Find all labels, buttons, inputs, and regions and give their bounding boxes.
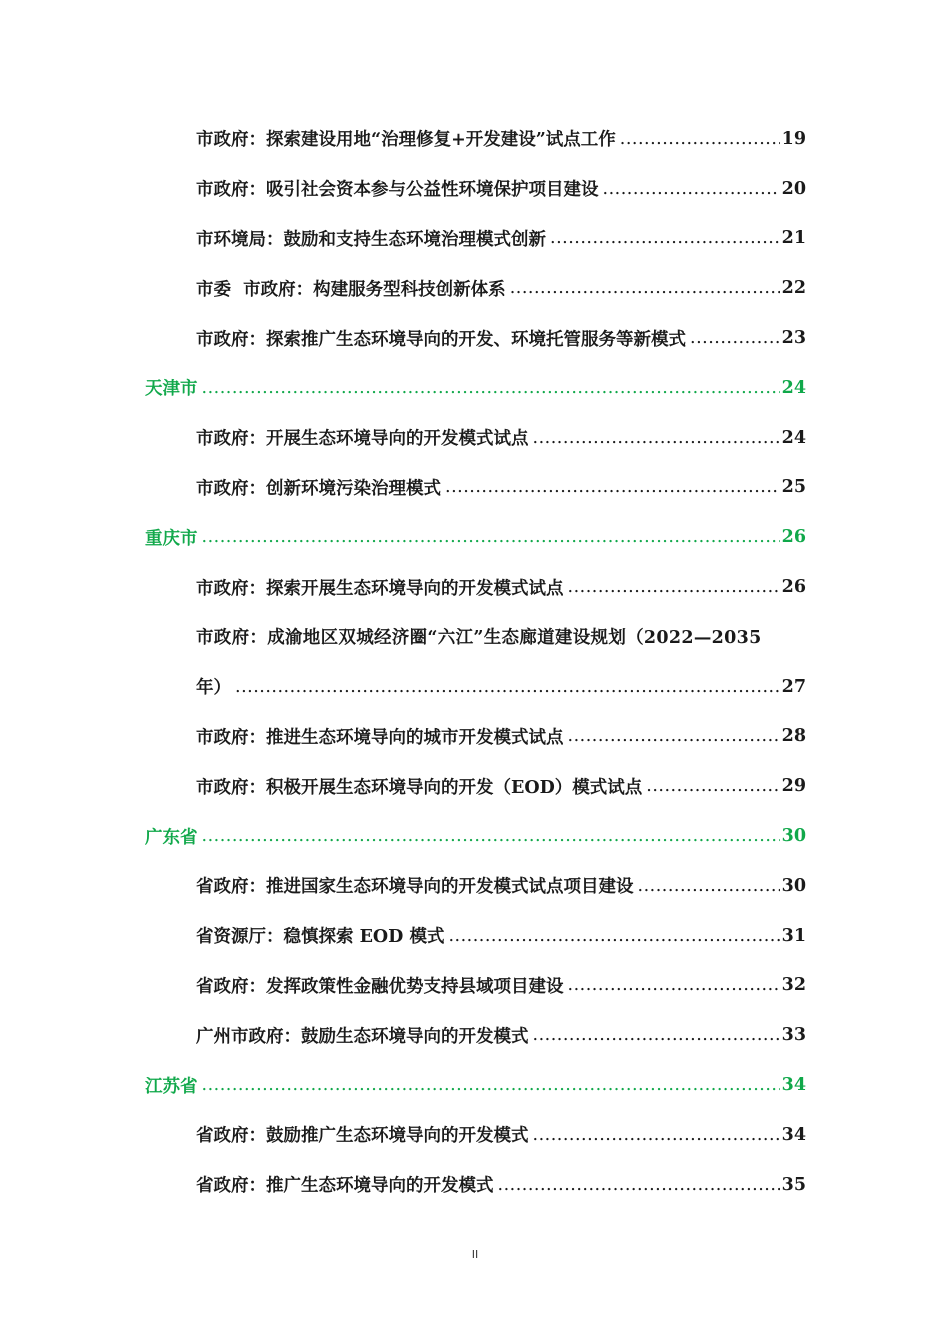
toc-entry[interactable] xyxy=(0,1010,806,1060)
toc-entry-title: 市委 市政府：构建服务型科技创新体系 xyxy=(196,279,506,300)
toc-entry-title: 市政府：探索建设用地“治理修复+开发建设”试点工作 xyxy=(196,130,616,151)
toc-section-page: 24 xyxy=(781,377,806,398)
toc-section-page: 34 xyxy=(781,1075,806,1096)
toc-entry-page: 32 xyxy=(781,975,806,996)
dot-leader xyxy=(235,677,780,697)
dot-leader xyxy=(202,1075,780,1095)
toc-entry-page: 22 xyxy=(781,278,806,299)
dot-leader xyxy=(445,477,780,497)
toc-entry-page: 28 xyxy=(781,726,806,747)
dot-leader xyxy=(568,577,780,597)
toc-entry-page: 26 xyxy=(781,577,806,598)
toc-entry-title: 市政府：创新环境污染治理模式 xyxy=(196,478,441,499)
dot-leader xyxy=(533,428,780,448)
toc-entry[interactable] xyxy=(0,961,806,1011)
toc-entry[interactable] xyxy=(0,761,806,811)
toc-section-page: 30 xyxy=(781,826,806,847)
toc-entry[interactable] xyxy=(0,1110,806,1160)
toc-entry[interactable] xyxy=(0,214,806,264)
toc-entry-title-line1: 市政府：成渝地区双城经济圈“六江”生态廊道建设规划（2022—2035 xyxy=(196,628,762,649)
toc-entry-title: 省政府：推进国家生态环境导向的开发模式试点项目建设 xyxy=(196,877,634,898)
toc-entry-page: 27 xyxy=(781,676,806,697)
toc-entry[interactable] xyxy=(0,1160,806,1210)
dot-leader xyxy=(533,1125,780,1145)
toc-section-title: 重庆市 xyxy=(145,528,198,549)
toc-entry[interactable] xyxy=(0,712,806,762)
toc-section-heading[interactable] xyxy=(0,363,806,413)
toc-entry-title: 市政府：开展生态环境导向的开发模式试点 xyxy=(196,429,529,450)
toc-entry-page: 33 xyxy=(781,1025,806,1046)
toc-entry[interactable] xyxy=(0,562,806,612)
toc-entry-title: 市政府：探索推广生态环境导向的开发、环境托管服务等新模式 xyxy=(196,329,686,350)
dot-leader xyxy=(638,876,780,896)
toc-entry-title: 省政府：发挥政策性金融优势支持县域项目建设 xyxy=(196,976,564,997)
toc-entry-title: 省政府：鼓励推广生态环境导向的开发模式 xyxy=(196,1126,529,1147)
dot-leader xyxy=(448,926,779,946)
toc-entry-page: 34 xyxy=(781,1124,806,1145)
toc-entry-title: 广州市政府：鼓励生态环境导向的开发模式 xyxy=(196,1026,529,1047)
toc-entry-page: 19 xyxy=(781,128,806,149)
toc-entry[interactable] xyxy=(0,662,806,712)
toc-entry[interactable] xyxy=(0,313,806,363)
toc-entry[interactable] xyxy=(0,263,806,313)
toc-entry[interactable] xyxy=(0,164,806,214)
toc-entry-page: 23 xyxy=(781,328,806,349)
toc-section-title: 广东省 xyxy=(145,827,198,848)
dot-leader xyxy=(620,129,780,149)
toc-entry-title: 省政府：推广生态环境导向的开发模式 xyxy=(196,1176,494,1197)
toc-entry-page: 24 xyxy=(781,427,806,448)
toc-entry[interactable] xyxy=(0,861,806,911)
dot-leader xyxy=(568,726,780,746)
toc-entry-page: 21 xyxy=(781,228,806,249)
toc-entry-title: 市政府：积极开展生态环境导向的开发（EOD）模式试点 xyxy=(196,777,643,798)
toc-entry-page: 20 xyxy=(781,178,806,199)
toc-section-title: 天津市 xyxy=(145,379,198,400)
dot-leader xyxy=(202,527,780,547)
toc-entry-page: 35 xyxy=(781,1174,806,1195)
dot-leader xyxy=(510,278,780,298)
toc-section-title: 江苏省 xyxy=(145,1076,198,1097)
toc-entry[interactable] xyxy=(0,463,806,513)
toc-section-page: 26 xyxy=(781,527,806,548)
toc-entry-title: 市环境局：鼓励和支持生态环境治理模式创新 xyxy=(196,229,546,250)
toc-section-heading[interactable] xyxy=(0,512,806,562)
dot-leader xyxy=(568,975,780,995)
toc-entry-title: 市政府：推进生态环境导向的城市开发模式试点 xyxy=(196,727,564,748)
dot-leader xyxy=(603,179,780,199)
toc-entry-page: 30 xyxy=(781,875,806,896)
toc-entry-title: 市政府：探索开展生态环境导向的开发模式试点 xyxy=(196,578,564,599)
dot-leader xyxy=(690,328,780,348)
toc-entry-title: 市政府：吸引社会资本参与公益性环境保护项目建设 xyxy=(196,180,599,201)
table-of-contents xyxy=(0,114,950,1210)
toc-entry-wrapped-line[interactable] xyxy=(0,612,806,662)
dot-leader xyxy=(498,1175,780,1195)
dot-leader xyxy=(550,228,780,248)
toc-section-heading[interactable] xyxy=(0,811,806,861)
toc-entry[interactable] xyxy=(0,911,806,961)
dot-leader xyxy=(202,826,780,846)
toc-entry[interactable] xyxy=(0,114,806,164)
toc-entry-title: 省资源厅：稳慎探索 EOD 模式 xyxy=(196,927,445,948)
toc-section-heading[interactable] xyxy=(0,1060,806,1110)
dot-leader xyxy=(202,378,780,398)
dot-leader xyxy=(533,1025,780,1045)
toc-entry-page: 29 xyxy=(781,776,806,797)
toc-entry[interactable] xyxy=(0,413,806,463)
dot-leader xyxy=(646,776,779,796)
page-number-footer: II xyxy=(471,1248,479,1261)
toc-entry-page: 31 xyxy=(781,925,806,946)
toc-entry-title: 年） xyxy=(196,678,231,699)
toc-entry-page: 25 xyxy=(781,477,806,498)
